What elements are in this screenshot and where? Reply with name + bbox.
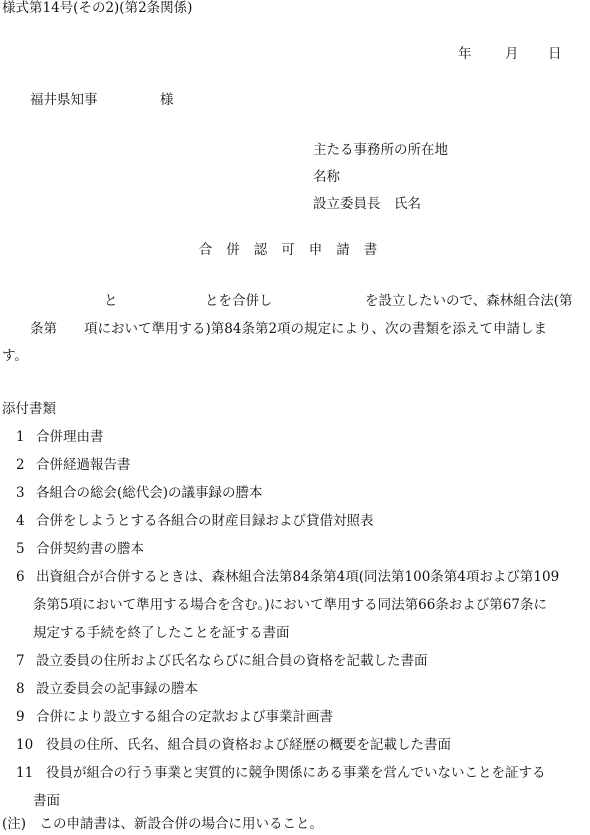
item-text: 各組合の総会(総代会)の議事録の謄本 — [36, 485, 263, 501]
date-day-label: 日 — [548, 46, 562, 62]
item-number: 3 — [16, 485, 25, 501]
item-text: 役員が組合の行う事業と実質的に競争関係にある事業を営んでいないことを証する — [46, 765, 546, 781]
item-continuation: 条第5項において準用する場合を含む。)において準用する同法第66条および第67条に — [33, 597, 547, 613]
item-text: 役員の住所、氏名、組合員の資格および経歴の概要を記載した書面 — [46, 737, 451, 753]
item-number: 2 — [16, 457, 25, 473]
form-number: 様式第14号(その2)(第2条関係) — [2, 0, 193, 16]
item-number: 9 — [16, 709, 25, 725]
organization-name-label: 名称 — [313, 169, 340, 185]
item-text: 設立委員会の記事録の謄本 — [36, 681, 198, 697]
document-title: 合併認可申請書 — [198, 242, 392, 258]
item-number: 6 — [16, 569, 25, 585]
addressee-name: 福井県知事 — [30, 92, 98, 108]
item-text: 合併により設立する組合の定款および事業計画書 — [36, 709, 333, 725]
body-line-3: す。 — [2, 348, 28, 364]
attachment-item — [16, 711, 333, 725]
item-number: 1 — [16, 429, 25, 445]
body-line-2: 条第 項において準用する)第84条第2項の規定により、次の書類を添えて申請しま — [30, 321, 548, 337]
body-seg-to: と — [104, 293, 118, 309]
body-seg-establish: を設立したいので、森林組合法(第 — [365, 293, 573, 309]
item-number: 8 — [16, 681, 25, 697]
item-continuation: 書面 — [33, 793, 60, 809]
attachment-item — [16, 543, 144, 557]
date-year-label: 年 — [458, 46, 472, 62]
office-address-label: 主たる事務所の所在地 — [313, 142, 448, 158]
chair-name-label: 設立委員長 氏名 — [313, 196, 421, 212]
footnote: (注) この申請書は、新設合併の場合に用いること。 — [2, 816, 324, 832]
item-number: 7 — [16, 653, 25, 669]
item-number: 5 — [16, 541, 25, 557]
body-seg-merge: とを合併し — [205, 293, 273, 309]
attachment-item — [16, 459, 131, 473]
attachment-item — [16, 655, 428, 669]
item-number: 11 — [16, 765, 34, 781]
item-text: 設立委員の住所および氏名ならびに組合員の資格を記載した書面 — [36, 653, 428, 669]
addressee-honorific: 様 — [160, 92, 174, 108]
item-text: 合併理由書 — [36, 429, 104, 445]
item-number: 10 — [16, 737, 34, 753]
item-text: 出資組合が合併するときは、森林組合法第84条第4項(同法第100条第4項および第109 — [36, 569, 560, 585]
attachment-item — [16, 515, 374, 529]
item-text: 合併契約書の謄本 — [36, 541, 144, 557]
attachment-item — [16, 767, 546, 781]
attachment-item — [16, 571, 559, 585]
attachment-item — [16, 431, 104, 445]
item-continuation: 規定する手続を終了したことを証する書面 — [33, 625, 290, 641]
attachments-heading: 添付書類 — [2, 401, 56, 417]
item-number: 4 — [16, 513, 25, 529]
item-text: 合併をしようとする各組合の財産目録および貸借対照表 — [36, 513, 374, 529]
attachment-item — [16, 739, 451, 753]
item-text: 合併経過報告書 — [36, 457, 131, 473]
attachment-item — [16, 487, 263, 501]
addressee — [30, 92, 174, 108]
date-month-label: 月 — [505, 46, 519, 62]
attachment-item — [16, 683, 198, 697]
